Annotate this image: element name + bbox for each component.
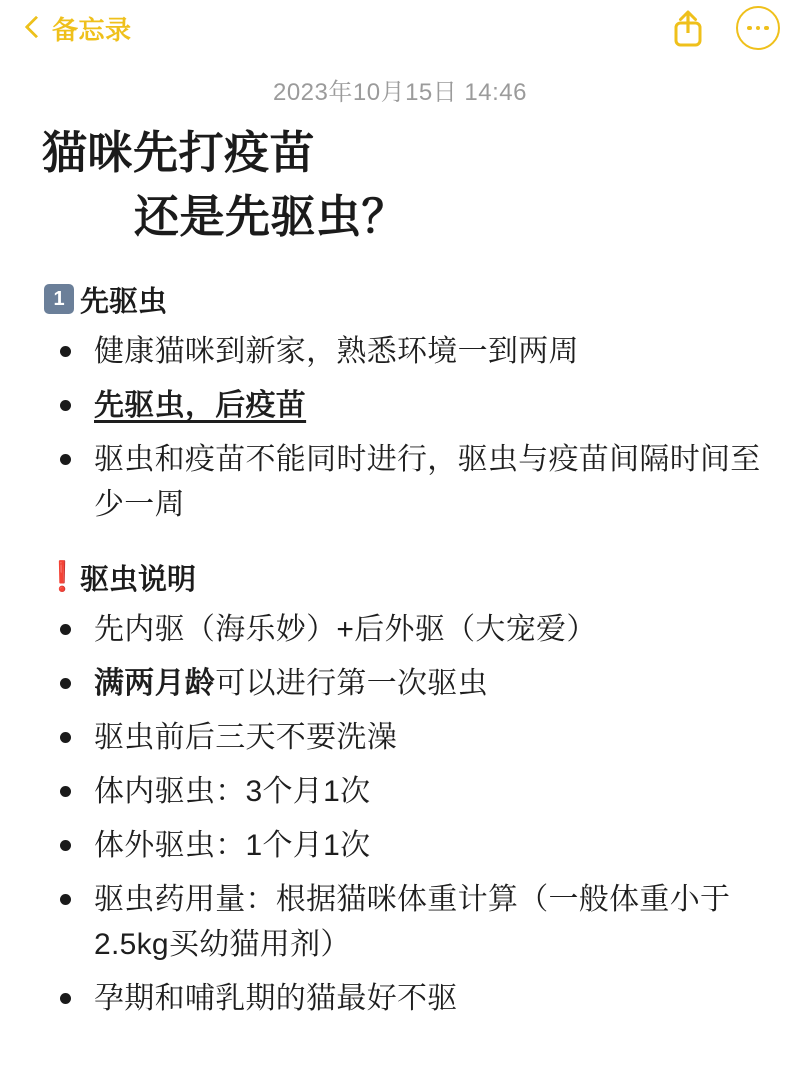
list-item-text: 可以进行第一次驱虫	[215, 666, 488, 700]
list-item-text: 先内驱（海乐妙）+后外驱（大宠爱）	[94, 612, 597, 646]
back-button[interactable]	[22, 10, 132, 47]
note-body	[0, 72, 800, 1021]
bullet-list	[34, 329, 766, 527]
list-item-text: 体外驱虫：1个月1次	[94, 828, 371, 862]
section-heading	[44, 557, 766, 598]
section-heading	[44, 279, 766, 320]
more-ellipsis-icon[interactable]	[736, 6, 780, 50]
list-item	[34, 329, 766, 374]
list-item-text: 孕期和哺乳期的猫最好不驱	[94, 981, 458, 1015]
list-item	[34, 877, 766, 967]
list-item-text-emphasis: 先驱虫，后疫苗	[94, 388, 307, 422]
back-button-label: 备忘录	[52, 14, 132, 45]
note-timestamp: 2023年10月15日 14:46	[272, 79, 527, 106]
bullet-list	[34, 607, 766, 1021]
list-item	[34, 823, 766, 868]
list-item	[34, 383, 766, 428]
section-first-deworming	[34, 279, 766, 527]
list-item	[34, 976, 766, 1021]
list-item	[34, 769, 766, 814]
section-deworming-notes	[34, 557, 766, 1021]
section-heading-label: 驱虫说明	[80, 563, 197, 596]
list-item-text-bold: 满两月龄	[94, 666, 216, 700]
top-bar	[0, 0, 800, 56]
number-badge-1: 1	[44, 284, 74, 314]
list-item-text: 驱虫前后三天不要洗澡	[94, 720, 397, 754]
list-item-text: 健康猫咪到新家，熟悉环境一到两周	[94, 334, 579, 368]
note-title-line-1: 猫咪先打疫苗	[42, 127, 316, 178]
list-item	[34, 661, 766, 706]
list-item-text: 体内驱虫：3个月1次	[94, 774, 371, 808]
top-bar-actions	[666, 0, 780, 56]
list-item-text: 驱虫药用量：根据猫咪体重计算（一般体重小于2.5kg买幼猫用剂）	[94, 882, 731, 961]
list-item	[34, 437, 766, 527]
list-item	[34, 607, 766, 652]
list-item-text: 驱虫和疫苗不能同时进行，驱虫与疫苗间隔时间至少一周	[94, 442, 761, 521]
chevron-left-icon[interactable]	[22, 13, 44, 43]
more-options-button[interactable]	[736, 6, 780, 50]
section-heading-label: 先驱虫	[80, 285, 168, 318]
share-icon[interactable]	[666, 6, 710, 50]
exclamation-icon: ❗	[44, 560, 81, 593]
list-item	[34, 715, 766, 760]
note-title-line-2: 还是先驱虫？	[134, 190, 408, 242]
